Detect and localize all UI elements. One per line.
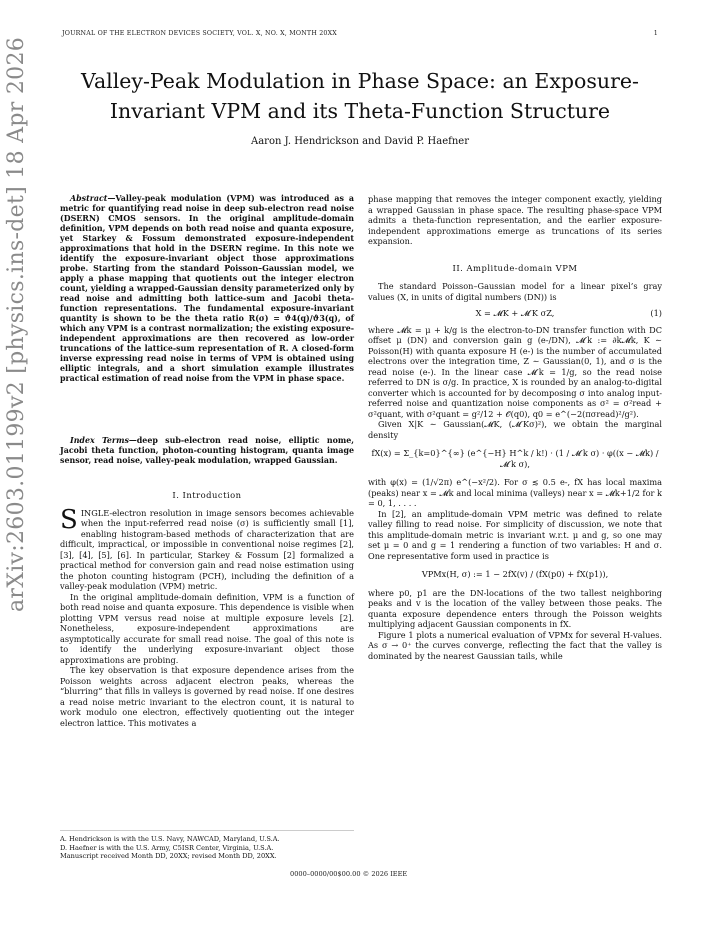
drop-cap: S (60, 504, 78, 535)
footnote-line: Manuscript received Month DD, 20XX; revised Month DD, 20XX. (60, 852, 277, 860)
copyright-line: 0000–0000/00$00.00 © 2026 IEEE (290, 870, 408, 878)
intro-paragraph-3: The key observation is that exposure dependence arises from the Poisson weights across adjacent electron peaks, whereas the “blurring” that fills in valleys is governed by read noise. If one desires a read noise metric invariant to the electron count, it is natural to work modulo one electron, effectively quotienting out the integer electron lattice. This motivates a (60, 665, 354, 728)
right-paragraph-3: Given X|K ∼ Gaussian(𝓜K, (𝓜′Kσ)²), we obtain the marginal density (368, 419, 662, 440)
right-paragraph-4: with φ(x) = (1/√2π) e^(−x²/2). For σ ≲ 0.5 e-, fX has local maxima (peaks) near x = 𝓜k and local minima (valleys) near x = 𝓜k+1/2 for k = 0, 1, . . . . (368, 477, 662, 508)
author-list: Aaron J. Hendrickson and David P. Haefner (251, 136, 469, 147)
equation-vpm: VPMx(H, σ) := 1 − 2fX(v) / (fX(p0) + fX(p1)), (421, 569, 609, 579)
footnote-line: A. Hendrickson is with the U.S. Navy, NAWCAD, Maryland, U.S.A. (60, 835, 280, 843)
index-terms-text: —deep sub-electron read noise, elliptic nome, Jacobi theta function, photon-counting histogram, quanta image sensor, read noise, valley-peak modulation, wrapped Gaussian. (60, 436, 354, 465)
equation-marginal-density: fX(x) = Σ_{k=0}^{∞} (e^{−H} H^k / k!) · (1 / 𝓜′k σ) · φ((x − 𝓜k) / 𝓜′k σ), (371, 448, 659, 469)
running-header (62, 30, 658, 37)
paper-title: Valley-Peak Modulation in Phase Space: an Exposure-Invariant VPM and its Theta-Function Structure (81, 69, 639, 123)
right-paragraph-0: phase mapping that removes the integer component exactly, yielding a wrapped Gaussian in phase space. The resulting phase-space VPM admits a theta-function representation, and the earlier exposure-independent approximations emerge as truncations of its series expansion. (368, 194, 662, 246)
arxiv-stamp: arXiv:2603.01199v2 [physics.ins-det] 18 Apr 2026 (4, 36, 29, 612)
intro-paragraph-2: In the original amplitude-domain definition, VPM is a function of both read noise and quanta exposure. This dependence is visible when plotting VPM versus read noise at multiple exposure levels [2]. Nonetheless, exposure-independent approximations are asymptotically accurate for small read noise. The goal of this note is to identify the underlying exposure-invariant object those approximations are probing. (60, 591, 354, 665)
intro-heading: I. Introduction (172, 490, 242, 500)
right-paragraph-2: where 𝓜k = μ + k/g is the electron-to-DN transfer function with DC offset μ (DN) and conversion gain g (e-/DN), 𝓜′k := ∂k𝓜k, K ∼ Poisson(H) with quanta exposure H (e-) is the number of accumulated electrons over the integration time, Z ∼ Gaussian(0, 1), and σ is the read noise (e-). In the linear case 𝓜′k = 1/g, so the read noise referred to DN is σ/g. In practice, X is rounded by an analog-to-digital converter which is accounted for by decomposing σ into analog input-referred noise and quantization noise components as σ² = σ²read + σ²quant, with σ²quant = g²/12 + 𝒪(q0), q0 = e^(−2(πσread)²/g²). (368, 324, 662, 419)
footnote-line: D. Haefner is with the U.S. Army, C5ISR Center, Virginia, U.S.A. (60, 843, 274, 852)
intro-paragraph-1: SINGLE-electron resolution in image sensors becomes achievable when the input-referred read noise (σ) is sufficiently small [1], enabling histogram-based methods of characterization that are difficult, impractical, or impossible in conventional noise regimes [2], [3], [4], [5], [6]. In particular, Starkey & Fossum [2] formalized a practical method for conversion gain and read noise estimation using the photon counting histogram (PCH), including the definition of a valley-peak modulation (VPM) metric. (60, 504, 354, 591)
right-column (368, 194, 662, 661)
abstract-text: —Valley-peak modulation (VPM) was introduced as a metric for quantifying read noise in deep sub-electron read noise (DSERN) CMOS sensors. In the original amplitude-domain definition, VPM depends on both read noise and quanta exposure, yet Starkey & Fossum demonstrated exposure-independent approximations that hold in the DSERN regime. In this note we identify the exposure-invariant object those approximations probe. Starting from the standard Poisson–Gaussian model, we apply a phase mapping that quotients out the integer electron count, yielding a wrapped-Gaussian density parameterized only by read noise and admitting both lattice-sum and Jacobi theta-function representations. The fundamental exposure-invariant quantity is shown to be the theta ratio R(σ) = ϑ4(q)/ϑ3(q), of which any VPM is a contrast normalization; the existing exposure-independent approximations are then recovered as low-order truncations of the lattice-sum representation of R. A closed-form inverse expressing read noise in terms of VPM is obtained using elliptic integrals, and a short simulation example illustrates practical estimation of read noise from the VPM in phase space. (60, 194, 354, 383)
index-terms-label: Index Terms (70, 436, 129, 445)
equation-number: (1) (650, 308, 662, 318)
index-terms (60, 436, 354, 466)
introduction-section (60, 490, 354, 728)
right-paragraph-6: where p0, p1 are the DN-locations of the two tallest neighboring peaks and v is the location of the valley between those peaks. The quanta exposure dependence enters through the Poisson weights multiplying adjacent Gaussian components in fX. (368, 587, 662, 629)
abstract-label: Abstract (70, 194, 108, 203)
abstract (60, 194, 354, 384)
right-paragraph-7: Figure 1 plots a numerical evaluation of VPMx for several H-values. As σ → 0⁺ the curves converge, reflecting the fact that the valley is dominated by the nearest Gaussian tails, while (368, 629, 662, 661)
page-number: 1 (653, 30, 658, 37)
footnote (60, 830, 354, 861)
amplitude-heading: II. Amplitude-domain VPM (452, 262, 578, 273)
journal-name: JOURNAL OF THE ELECTRON DEVICES SOCIETY, VOL. X, NO. X, MONTH 20XX (62, 30, 337, 37)
right-paragraph-5: In [2], an amplitude-domain VPM metric was defined to relate valley filling to read noise. For simplicity of discussion, we note that this amplitude-domain metric is invariant w.r.t. μ and g, so one may set μ = 0 and g = 1 rendering a function of two variables: H and σ. One representative form used in practice is (368, 508, 662, 561)
equation-1: X = 𝓜K + 𝓜′K σZ, (1) (475, 308, 662, 318)
right-paragraph-1: The standard Poisson–Gaussian model for a linear pixel’s gray values (X, in units of digital numbers (DN)) is (368, 281, 662, 302)
